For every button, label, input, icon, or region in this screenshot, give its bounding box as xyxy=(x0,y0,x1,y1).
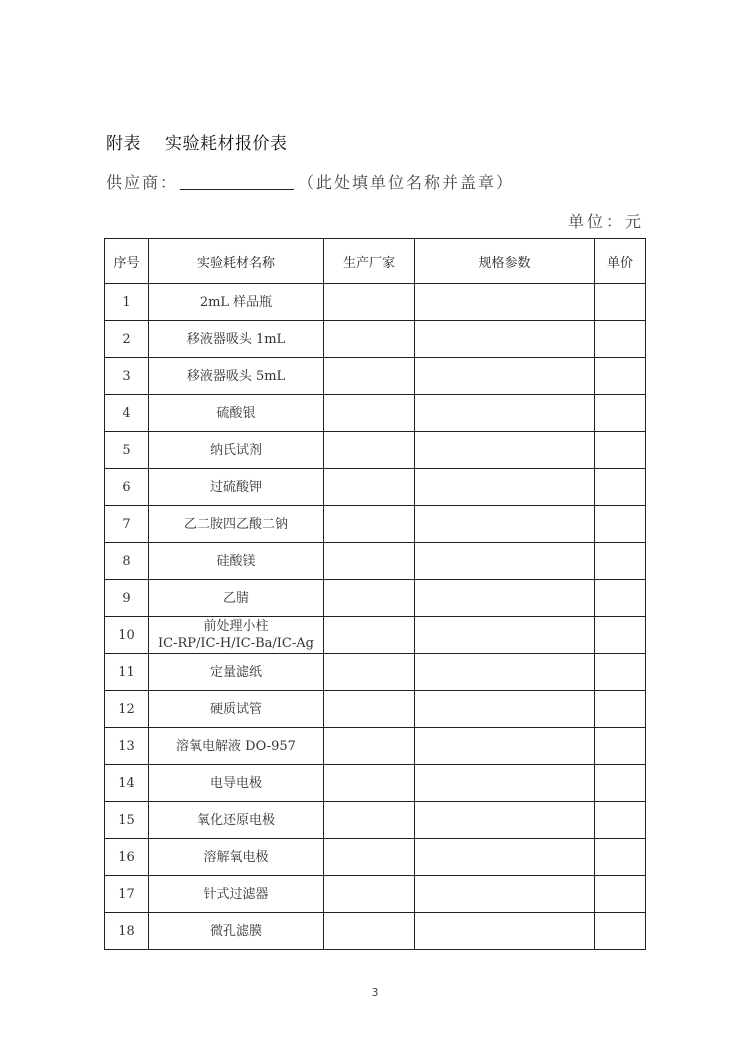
row-number: 7 xyxy=(105,506,149,543)
spec-cell[interactable] xyxy=(415,691,595,728)
manufacturer-cell[interactable] xyxy=(324,802,415,839)
unit-price-cell[interactable] xyxy=(595,839,646,876)
appendix-label: 附表 xyxy=(106,134,141,154)
row-number: 15 xyxy=(105,802,149,839)
row-number: 18 xyxy=(105,913,149,950)
table-row xyxy=(105,913,646,950)
material-name xyxy=(149,543,324,580)
unit-price-cell[interactable] xyxy=(595,765,646,802)
manufacturer-cell[interactable] xyxy=(324,321,415,358)
row-number: 1 xyxy=(105,284,149,321)
manufacturer-cell[interactable] xyxy=(324,358,415,395)
quote-table xyxy=(104,238,646,950)
material-name xyxy=(149,321,324,358)
material-name xyxy=(149,358,324,395)
spec-cell[interactable] xyxy=(415,617,595,654)
spec-cell[interactable] xyxy=(415,543,595,580)
material-name-line1: 2mL 样品瓶 xyxy=(199,294,273,310)
row-number: 6 xyxy=(105,469,149,506)
material-name xyxy=(149,839,324,876)
material-name xyxy=(149,691,324,728)
unit-price-cell[interactable] xyxy=(595,432,646,469)
supplier-label: 供应商： xyxy=(106,173,179,192)
spec-cell[interactable] xyxy=(415,728,595,765)
table-row xyxy=(105,432,646,469)
spec-cell[interactable] xyxy=(415,802,595,839)
spec-cell[interactable] xyxy=(415,506,595,543)
material-name xyxy=(149,876,324,913)
manufacturer-cell[interactable] xyxy=(324,617,415,654)
manufacturer-cell[interactable] xyxy=(324,913,415,950)
material-name xyxy=(149,802,324,839)
unit-price-cell[interactable] xyxy=(595,469,646,506)
material-name-line1: 前处理小柱 xyxy=(203,619,269,634)
unit-price-cell[interactable] xyxy=(595,802,646,839)
col-header-no: 序号 xyxy=(105,239,149,284)
material-name-line2: IC-RP/IC-H/IC-Ba/IC-Ag xyxy=(158,636,314,651)
material-name-line1: 硬质试管 xyxy=(209,701,262,717)
table-row xyxy=(105,876,646,913)
table-body xyxy=(105,284,646,950)
row-number: 13 xyxy=(105,728,149,765)
unit-price-cell[interactable] xyxy=(595,728,646,765)
col-header-maker: 生产厂家 xyxy=(324,239,415,284)
spec-cell[interactable] xyxy=(415,432,595,469)
supplier-note: （此处填单位名称并盖章） xyxy=(298,173,515,192)
material-name xyxy=(149,506,324,543)
row-number: 14 xyxy=(105,765,149,802)
table-row xyxy=(105,617,646,654)
material-name xyxy=(149,728,324,765)
col-header-price: 单价 xyxy=(595,239,646,284)
spec-cell[interactable] xyxy=(415,876,595,913)
manufacturer-cell[interactable] xyxy=(324,284,415,321)
manufacturer-cell[interactable] xyxy=(324,506,415,543)
table-row xyxy=(105,284,646,321)
unit-price-cell[interactable] xyxy=(595,321,646,358)
table-row xyxy=(105,321,646,358)
material-name-line1: 纳氏试剂 xyxy=(209,442,262,458)
unit-price-cell[interactable] xyxy=(595,284,646,321)
unit-price-cell[interactable] xyxy=(595,691,646,728)
material-name xyxy=(149,284,324,321)
material-name xyxy=(149,913,324,950)
supplier-line xyxy=(106,170,514,193)
col-header-name: 实验耗材名称 xyxy=(149,239,324,284)
page-title xyxy=(106,129,288,154)
material-name xyxy=(149,469,324,506)
table-row xyxy=(105,469,646,506)
table-title: 实验耗材报价表 xyxy=(165,134,288,154)
table-row xyxy=(105,654,646,691)
manufacturer-cell[interactable] xyxy=(324,395,415,432)
material-name-line1: 电导电极 xyxy=(209,775,262,791)
unit-note: 单位：元 xyxy=(567,212,644,231)
row-number: 11 xyxy=(105,654,149,691)
manufacturer-cell[interactable] xyxy=(324,654,415,691)
manufacturer-cell[interactable] xyxy=(324,432,415,469)
material-name xyxy=(149,654,324,691)
manufacturer-cell[interactable] xyxy=(324,839,415,876)
row-number: 16 xyxy=(105,839,149,876)
unit-price-cell[interactable] xyxy=(595,580,646,617)
spec-cell[interactable] xyxy=(415,469,595,506)
unit-price-cell[interactable] xyxy=(595,654,646,691)
material-name xyxy=(149,395,324,432)
table-row xyxy=(105,580,646,617)
table-row xyxy=(105,395,646,432)
material-name-line1: 乙腈 xyxy=(222,590,249,606)
page-number: 3 xyxy=(371,986,379,999)
material-name xyxy=(149,765,324,802)
spec-cell[interactable] xyxy=(415,913,595,950)
material-name-line1: 移液器吸头 5mL xyxy=(186,368,286,384)
row-number: 9 xyxy=(105,580,149,617)
material-name-line1: 硅酸镁 xyxy=(216,553,256,569)
material-name-line1: 定量滤纸 xyxy=(209,664,262,680)
table-row xyxy=(105,506,646,543)
row-number: 10 xyxy=(105,617,149,654)
row-number: 17 xyxy=(105,876,149,913)
unit-price-cell[interactable] xyxy=(595,876,646,913)
material-name-line1: 溶氧电解液 DO-957 xyxy=(176,738,296,754)
manufacturer-cell[interactable] xyxy=(324,469,415,506)
material-name xyxy=(149,617,324,654)
spec-cell[interactable] xyxy=(415,358,595,395)
spec-cell[interactable] xyxy=(415,580,595,617)
row-number: 5 xyxy=(105,432,149,469)
manufacturer-cell[interactable] xyxy=(324,580,415,617)
unit-price-cell[interactable] xyxy=(595,506,646,543)
material-name xyxy=(149,432,324,469)
spec-cell[interactable] xyxy=(415,765,595,802)
material-name-line1: 乙二胺四乙酸二钠 xyxy=(183,516,288,532)
manufacturer-cell[interactable] xyxy=(324,876,415,913)
material-name-line1: 硫酸银 xyxy=(216,405,256,421)
material-name-line1: 氧化还原电极 xyxy=(196,812,275,828)
material-name-line1: 过硫酸钾 xyxy=(209,479,262,495)
table-row xyxy=(105,839,646,876)
row-number: 2 xyxy=(105,321,149,358)
manufacturer-cell[interactable] xyxy=(324,728,415,765)
table-header-row xyxy=(105,239,646,284)
material-name xyxy=(149,580,324,617)
spec-cell[interactable] xyxy=(415,284,595,321)
row-number: 12 xyxy=(105,691,149,728)
manufacturer-cell[interactable] xyxy=(324,691,415,728)
unit-price-cell[interactable] xyxy=(595,358,646,395)
spec-cell[interactable] xyxy=(415,395,595,432)
manufacturer-cell[interactable] xyxy=(324,765,415,802)
spec-cell[interactable] xyxy=(415,321,595,358)
material-name-line1: 微孔滤膜 xyxy=(209,923,262,939)
row-number: 4 xyxy=(105,395,149,432)
unit-price-cell[interactable] xyxy=(595,543,646,580)
spec-cell[interactable] xyxy=(415,839,595,876)
row-number: 8 xyxy=(105,543,149,580)
unit-price-cell[interactable] xyxy=(595,617,646,654)
table-row xyxy=(105,765,646,802)
col-header-spec: 规格参数 xyxy=(415,239,595,284)
material-name-line1: 溶解氧电极 xyxy=(203,849,269,865)
material-name-line1: 针式过滤器 xyxy=(203,886,269,902)
supplier-blank-field[interactable] xyxy=(180,173,294,190)
table-row xyxy=(105,691,646,728)
unit-price-cell[interactable] xyxy=(595,395,646,432)
material-name-line1: 移液器吸头 1mL xyxy=(186,331,286,347)
manufacturer-cell[interactable] xyxy=(324,543,415,580)
row-number: 3 xyxy=(105,358,149,395)
spec-cell[interactable] xyxy=(415,654,595,691)
table-row xyxy=(105,543,646,580)
unit-price-cell[interactable] xyxy=(595,913,646,950)
table-row xyxy=(105,728,646,765)
table-row xyxy=(105,358,646,395)
table-row xyxy=(105,802,646,839)
